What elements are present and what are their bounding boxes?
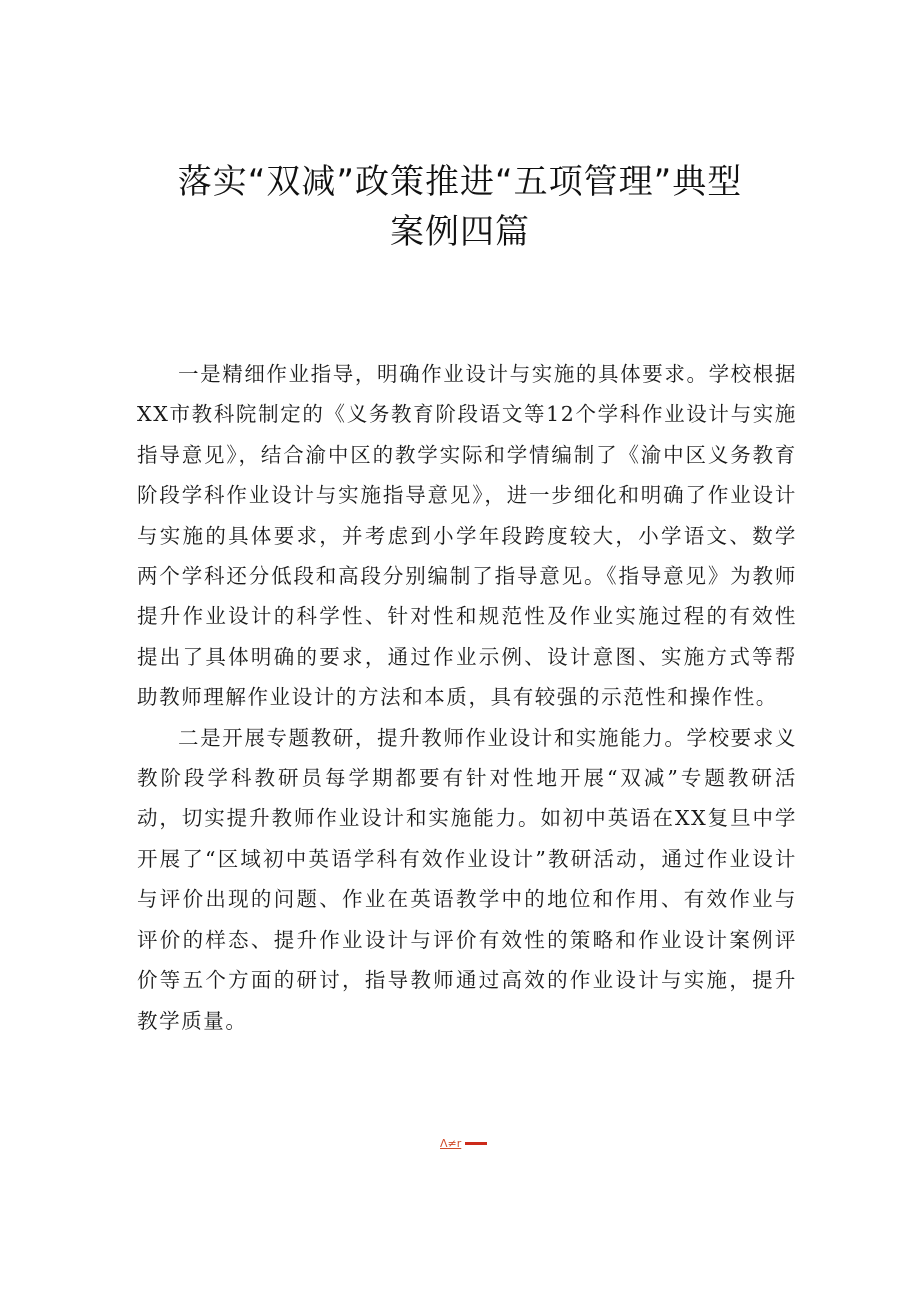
document-body	[137, 354, 797, 1041]
page-footer-mark	[440, 1137, 487, 1150]
paragraph-1: 一是精细作业指导，明确作业设计与实施的具体要求。学校根据XX市教科院制定的《义务教育阶段语文等12个学科作业设计与实施指导意见》，结合渝中区的教学实际和学情编制了《渝中区义务教育阶段学科作业设计与实施指导意见》，进一步细化和明确了作业设计与实施的具体要求，并考虑到小学年段跨度较大，小学语文、数学两个学科还分低段和高段分别编制了指导意见。《指导意见》为教师提升作业设计的科学性、针对性和规范性及作业实施过程的有效性提出了具体明确的要求，通过作业示例、设计意图、实施方式等帮助教师理解作业设计的方法和本质，具有较强的示范性和操作性。	[137, 362, 797, 710]
paragraph-2: 二是开展专题教研，提升教师作业设计和实施能力。学校要求义教阶段学科教研员每学期都要有针对性地开展“双减”专题教研活动，切实提升教师作业设计和实施能力。如初中英语在XX复旦中学开展了“区域初中英语学科有效作业设计”教研活动，通过作业设计与评价出现的问题、作业在英语教学中的地位和作用、有效作业与评价的样态、提升作业设计与评价有效性的策略和作业设计案例评价等五个方面的研讨，指导教师通过高效的作业设计与实施，提升教学质量。	[137, 725, 797, 1033]
document-title-line-1: 落实“双减”政策推进“五项管理”典型	[177, 162, 743, 202]
page-mark-dash	[465, 1142, 487, 1145]
document-title-line-2: 案例四篇	[390, 212, 530, 252]
page-mark-text: Λ≠r	[440, 1137, 462, 1150]
